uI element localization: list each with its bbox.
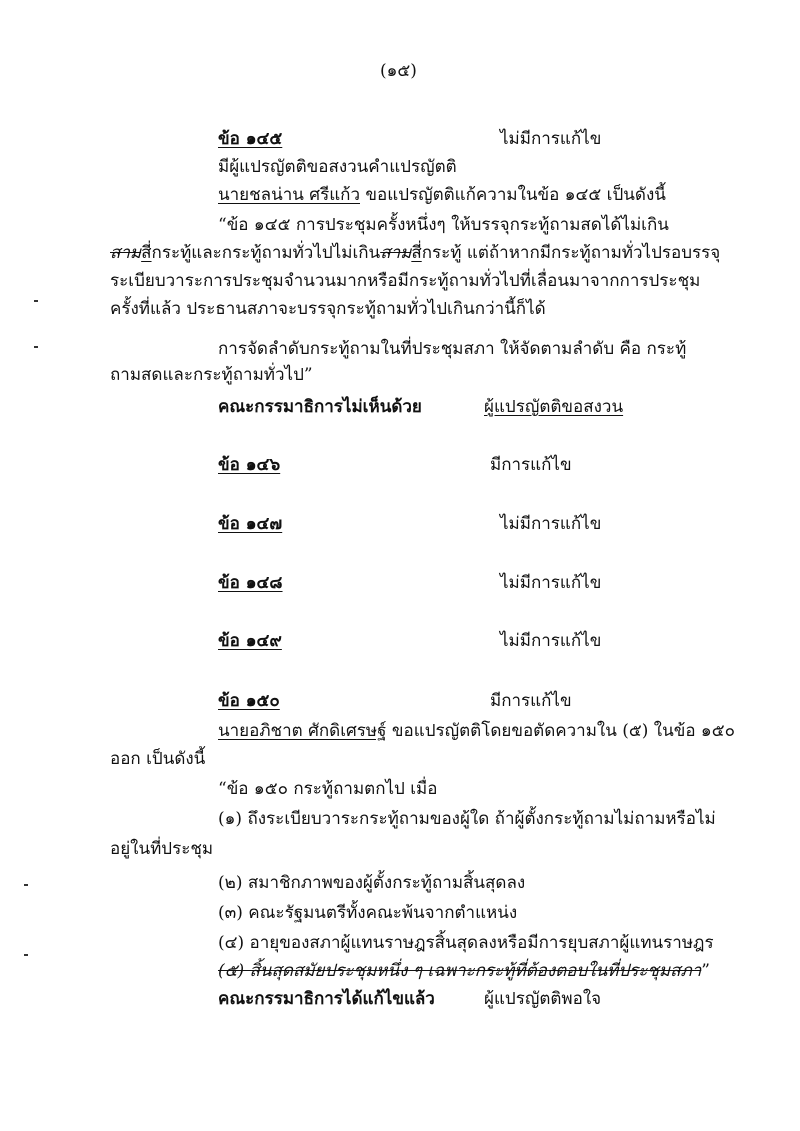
section-146-heading: ข้อ ๑๔๖ [218, 455, 281, 475]
quote-145-line2 [110, 242, 720, 264]
committee-145: คณะกรรมาธิการไม่เห็นด้วย [218, 397, 422, 417]
amender-result-150: ผู้แปรญัตติพอใจ [484, 989, 602, 1009]
inserted-word: สี่ [141, 243, 152, 263]
section-146-status: มีการแก้ไข [490, 455, 572, 475]
item-1-line2: อยู่ในที่ประชุม [110, 839, 214, 859]
margin-mark [34, 300, 38, 302]
margin-mark [24, 954, 28, 956]
committee-150: คณะกรรมาธิการได้แก้ไขแล้ว [218, 989, 435, 1009]
amender-name: นายชลน่าน ศรีแก้ว [218, 185, 360, 205]
section-147-status: ไม่มีการแก้ไข [500, 514, 602, 534]
section-150-heading: ข้อ ๑๕๐ [218, 691, 280, 711]
section-147-heading: ข้อ ๑๔๗ [218, 514, 283, 534]
section-148-heading: ข้อ ๑๔๘ [218, 573, 283, 593]
struck-word: สาม [380, 243, 412, 263]
text-run: กระทู้และกระทู้ถามทั่วไปไม่เกิน [151, 243, 381, 263]
item-5-line [218, 960, 710, 982]
quote-145-line5: การจัดลำดับกระทู้ถามในที่ประชุมสภา ให้จัดตามลำดับ คือ กระทู้ [218, 339, 687, 359]
section-148-status: ไม่มีการแก้ไข [500, 573, 602, 593]
section-149-status: ไม่มีการแก้ไข [500, 631, 602, 651]
amender-line-145 [218, 184, 666, 206]
item-5-struck: (๕) สิ้นสุดสมัยประชุมหนึ่ง ๆ เฉพาะกระทู้ที่ต้องตอบในที่ประชุมสภา [218, 961, 702, 981]
item-1-line1: (๑) ถึงระเบียบวาระกระทู้ถามของผู้ใด ถ้าผู้ตั้งกระทู้ถามไม่ถามหรือไม่ [218, 809, 716, 829]
reserver-145: ผู้แปรญัตติขอสงวน [484, 397, 624, 417]
page-number: (๑๕) [380, 61, 417, 81]
item-4: (๔) อายุของสภาผู้แทนราษฎรสิ้นสุดลงหรือมีการยุบสภาผู้แทนราษฎร [218, 933, 714, 953]
quote-145-line4: ครั้งที่แล้ว ประธานสภาจะบรรจุกระทู้ถามทั่วไปเกินกว่านี้ก็ได้ [110, 299, 546, 319]
struck-word: สาม [110, 243, 142, 263]
amender-request: ขอแปรญัตติโดยขอตัดความใน (๕) ในข้อ ๑๕๐ [391, 721, 735, 741]
closing-quote: ” [701, 961, 710, 981]
text-run: กระทู้ แต่ถ้าหากมีกระทู้ถามทั่วไปรอบรรจุ [421, 243, 721, 263]
margin-mark [34, 346, 38, 348]
quote-150-line1: “ข้อ ๑๕๐ กระทู้ถามตกไป เมื่อ [218, 779, 438, 799]
quote-145-line3: ระเบียบวาระการประชุมจำนวนมากหรือมีกระทู้ถามทั่วไปที่เลื่อนมาจากการประชุม [110, 271, 701, 291]
quote-145-line1: “ข้อ ๑๔๕ การประชุมครั้งหนึ่งๆ ให้บรรจุกระทู้ถามสดได้ไม่เกิน [218, 215, 669, 235]
section-149-heading: ข้อ ๑๔๙ [218, 631, 282, 651]
margin-mark [24, 884, 28, 886]
amender-request: ขอแปรญัตติแก้ความในข้อ ๑๔๕ เป็นดังนี้ [365, 185, 666, 205]
quote-145-line6: ถามสดและกระทู้ถามทั่วไป” [110, 365, 313, 385]
reservation-note: มีผู้แปรญัตติขอสงวนคำแปรญัตติ [218, 157, 457, 177]
amender-request-cont: ออก เป็นดังนี้ [110, 749, 206, 769]
amender-line-150 [218, 720, 735, 742]
amender-name: นายอภิชาต ศักดิเศรษฐ์ [218, 721, 387, 741]
section-150-status: มีการแก้ไข [490, 691, 572, 711]
inserted-word: สี่ [411, 243, 422, 263]
item-3: (๓) คณะรัฐมนตรีทั้งคณะพ้นจากตำแหน่ง [218, 903, 518, 923]
section-145-status: ไม่มีการแก้ไข [500, 129, 602, 149]
section-145-heading: ข้อ ๑๔๕ [218, 129, 283, 149]
item-2: (๒) สมาชิกภาพของผู้ตั้งกระทู้ถามสิ้นสุดลง [218, 873, 526, 893]
